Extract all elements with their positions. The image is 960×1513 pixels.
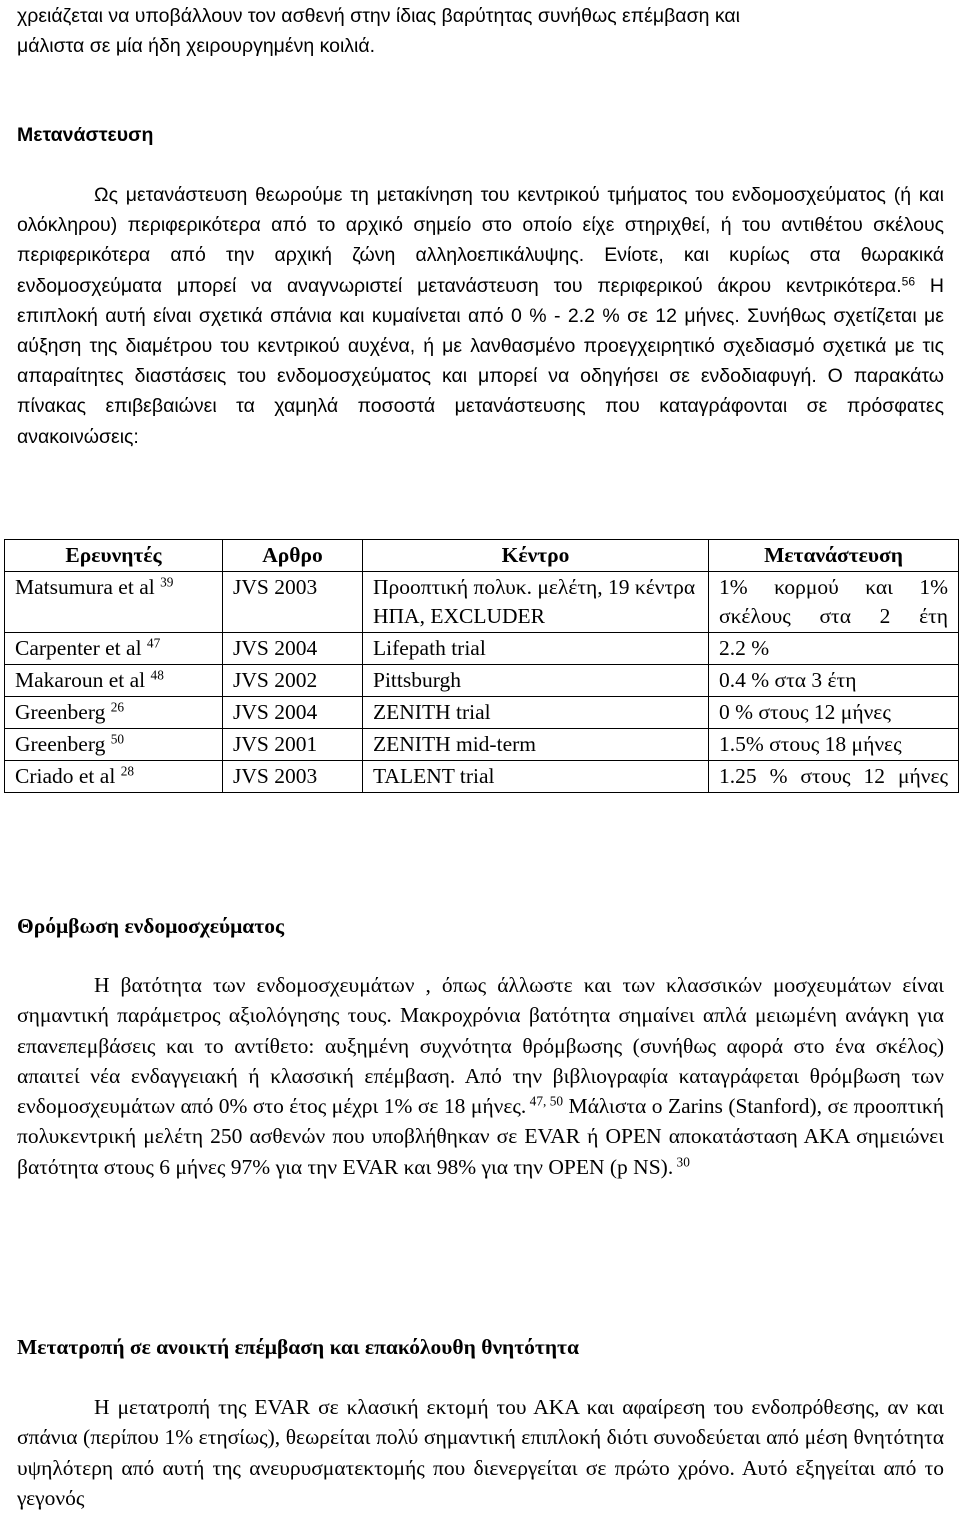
cell-migration: 2.2 % xyxy=(709,633,959,665)
cell-author: Makaroun et al $^{48}$ xyxy=(5,665,223,697)
thrombosis-text-a: Η βατότητα των ενδομοσχευμάτων , όπως άλλωστε και των κλασσικών μοσχευμάτων είναι σημαντική παράμετρος αξιολόγησης τους. Μακροχρόνια βατότητα σημαίνει απλά μειωμένη ανάγκη για επανεπεμβάσεις και το αντίθετο: αυξημένη συχνότητα θρόμβωσης (συνήθως αφορά στο ένα σκέλος) απαιτεί νέα ενδαγγειακή ή κλασσική επέμβαση. Από την βιβλιογραφία καταγράφεται θρόμβωση των ενδομοσχευμάτων από 0% στο έτος μέχρι 1% σε 18 μήνες. xyxy=(17,973,944,1119)
table-row xyxy=(5,761,959,793)
conversion-text: Η μετατροπή της EVAR σε κλασική εκτομή του ΑΚΑ και αφαίρεση του ενδοπρόθεσης, αν και σπάνια (περίπου 1% ετησίως), θεωρείται πολύ σημαντική επιπλοκή διότι συνοδεύεται από μέση θνητότητα υψηλότερη από αυτή της ανευρυσματεκτομής που διενεργείται σε πρώτο χρόνο. Αυτό εξηγείται από το γεγονός xyxy=(17,1395,944,1510)
header-center: Κέντρο xyxy=(363,540,709,572)
cell-article: JVS 2003 xyxy=(223,761,363,793)
intro-line-1: χρειάζεται να υποβάλλουν τον ασθενή στην ίδιας βαρύτητας συνήθως επέμβαση και xyxy=(17,5,740,27)
cell-article: JVS 2004 xyxy=(223,633,363,665)
cell-center: Lifepath trial xyxy=(363,633,709,665)
thrombosis-text-b: Μάλιστα ο Zarins (Stanford), σε προοπτική πολυκεντρική μελέτη 250 ασθενών που υποβλήθηκαν σε EVAR ή OPEN αποκατάσταση ΑΚΑ σημειώνει βατότητα στους 6 μήνες 97% για την EVAR και 98% για την OPEN (p NS). xyxy=(17,1094,944,1179)
cell-migration: 0.4 % στα 3 έτη xyxy=(709,665,959,697)
ref-47-50: 47, 50 xyxy=(526,1093,564,1109)
cell-ref: 50 xyxy=(110,731,125,747)
header-article: Αρθρο xyxy=(223,540,363,572)
migration-text-c: Συνήθως σχετίζεται με αύξηση της διαμέτρου του κεντρικού αυχένα, ή με λανθασμένο προεγχειρητικό σχεδιασμό σχετικά με τις απαραίτητες διαστάσεις του ενδομοσχεύματος και μπορεί να οδηγήσει σε ενδοδιαφυγή. Ο παρακάτω πίνακας επιβεβαιώνει τα χαμηλά ποσοστά μετανάστευσης που καταγράφονται σε πρόσφατες ανακοινώσεις: xyxy=(17,304,944,448)
table-header-row xyxy=(5,540,959,572)
cell-article: JVS 2001 xyxy=(223,729,363,761)
cell-author: Carpenter et al $^{47}$ xyxy=(5,633,223,665)
migration-text-b: Η επιπλοκή αυτή είναι σχετικά σπάνια και κυμαίνεται από 0 % - 2.2 % σε 12 μήνες. xyxy=(17,274,944,327)
table-row xyxy=(5,633,959,665)
cell-ref: 26 xyxy=(110,699,125,715)
intro-line-2: μάλιστα σε μία ήδη χειρουργημένη κοιλιά. xyxy=(17,35,376,58)
cell-author: Greenberg $^{50}$ xyxy=(5,729,223,761)
cell-migration: 1.5% στους 18 μήνες xyxy=(709,729,959,761)
conversion-heading: Μετατροπή σε ανοικτή επέμβαση και επακόλουθη θνητότητα xyxy=(17,1335,579,1359)
ref-56: 56 xyxy=(901,273,916,288)
ref-30: 30 xyxy=(673,1154,690,1170)
cell-article: JVS 2004 xyxy=(223,697,363,729)
cell-migration: 1.25 % στους 12 μήνες xyxy=(709,761,959,793)
cell-ref: 39 xyxy=(160,574,174,590)
cell-migration: 0 % στους 12 μήνες xyxy=(709,697,959,729)
cell-center: TALENT trial xyxy=(363,761,709,793)
cell-migration: 1% κορμού και 1% σκέλους στα 2 έτη xyxy=(709,572,959,633)
intro-text xyxy=(17,1,944,61)
cell-center: Προοπτική πολυκ. μελέτη, 19 κέντρα ΗΠΑ, EXCLUDER xyxy=(363,572,709,633)
migration-paragraph xyxy=(17,180,944,452)
cell-center: ZENITH trial xyxy=(363,697,709,729)
header-migration: Μετανάστευση xyxy=(709,540,959,572)
cell-article: JVS 2003 xyxy=(223,572,363,633)
table-row xyxy=(5,665,959,697)
cell-article: JVS 2002 xyxy=(223,665,363,697)
cell-ref: 48 xyxy=(150,667,164,683)
cell-center: ZENITH mid-term xyxy=(363,729,709,761)
table-row xyxy=(5,729,959,761)
cell-ref: 47 xyxy=(146,635,161,651)
header-researchers: Ερευνητές xyxy=(5,540,223,572)
thrombosis-paragraph xyxy=(17,970,944,1182)
cell-ref: 28 xyxy=(120,763,135,779)
conversion-paragraph xyxy=(17,1392,944,1513)
migration-heading: Μετανάστευση xyxy=(17,124,154,146)
cell-center: Pittsburgh xyxy=(363,665,709,697)
thrombosis-heading: Θρόμβωση ενδομοσχεύματος xyxy=(17,914,285,938)
migration-text-a: Ως μετανάστευση θεωρούμε τη μετακίνηση του κεντρικού τμήματος του ενδομοσχεύματος (ή και ολόκληρου) περιφερικότερα από το αρχικό σημείο στο οποίο είχε στηριχθεί, ή του αντιθέτου σκέλους περιφερικότερα από την αρχική ζώνη αλληλοεπικάλυψης. Ενίοτε, και κυρίως στα θωρακικά ενδομοσχεύματα μπορεί να αναγνωριστεί μετανάστευση του περιφερικού άκρου κεντρικότερα. xyxy=(17,184,944,297)
table-row xyxy=(5,572,959,633)
cell-author: Criado et al $^{28}$ xyxy=(5,761,223,793)
cell-author: Matsumura et al $^{39}$ xyxy=(5,572,223,633)
table-row xyxy=(5,697,959,729)
cell-author: Greenberg $^{26}$ xyxy=(5,697,223,729)
migration-table xyxy=(4,539,959,793)
